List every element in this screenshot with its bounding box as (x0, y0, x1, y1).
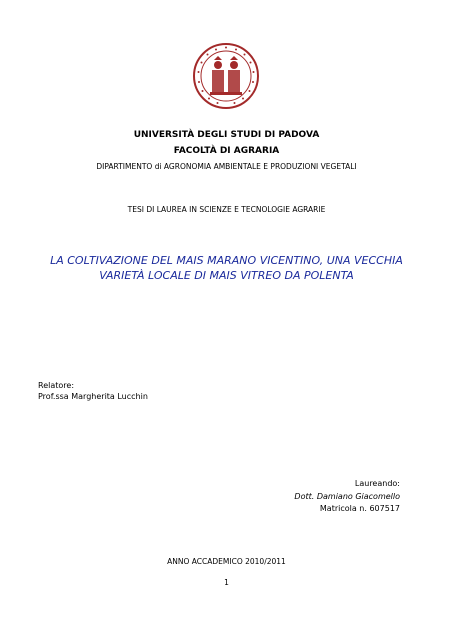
university-seal-logo (192, 42, 260, 110)
laureando-label: Laureando: (354, 479, 400, 488)
faculty-name: FACOLTÀ DI AGRARIA (173, 146, 280, 156)
relatore-block (38, 380, 148, 402)
laureando-name: Dott. Damiano Giacomello (294, 491, 400, 501)
thesis-title-line-2: VARIETÀ LOCALE DI MAIS VITREO DA POLENTA (99, 269, 354, 282)
university-name: UNIVERSITÀ DEGLI STUDI DI PADOVA (133, 130, 320, 140)
page-number: 1 (224, 578, 229, 587)
academic-year: ANNO ACCADEMICO 2010/2011 (167, 557, 286, 566)
laureando-block (294, 478, 400, 516)
thesis-title (0, 253, 453, 283)
course-name: TESI DI LAUREA IN SCIENZE E TECNOLOGIE AGRARIE (127, 205, 326, 214)
university-header (0, 127, 453, 159)
thesis-title-line-1: LA COLTIVAZIONE DEL MAIS MARANO VICENTINO, UNA VECCHIA (50, 254, 403, 267)
relatore-label: Relatore: (38, 381, 75, 390)
relatore-name: Prof.ssa Margherita Lucchin (38, 392, 148, 401)
department-name: DIPARTIMENTO di AGRONOMIA AMBIENTALE E PRODUZIONI VEGETALI (96, 162, 357, 171)
matricola-number: Matricola n. 607517 (319, 504, 400, 513)
